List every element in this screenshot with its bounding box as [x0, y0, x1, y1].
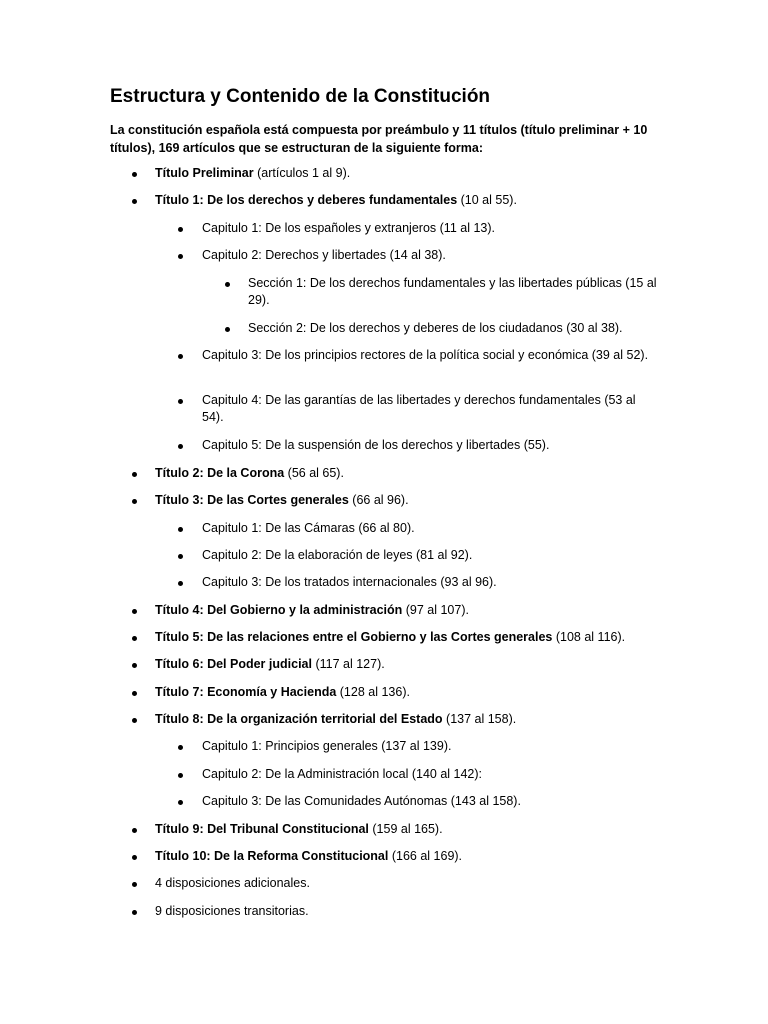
- list-item-heading: Título 9: Del Tribunal Constitucional: [155, 822, 369, 836]
- list-item-detail: Capitulo 2: Derechos y libertades (14 al 38).: [202, 248, 446, 262]
- list-item-detail: (56 al 65).: [284, 466, 344, 480]
- list-item-detail: (166 al 169).: [388, 849, 463, 863]
- bullet-icon: [132, 499, 137, 504]
- list-item: [155, 656, 655, 673]
- list-item-detail: (10 al 55).: [457, 193, 517, 207]
- bullet-icon: [178, 444, 183, 449]
- list-item-text: [248, 321, 623, 335]
- bullet-icon: [132, 199, 137, 204]
- list-item: [155, 903, 655, 920]
- bullet-icon: [178, 554, 183, 559]
- bullet-icon: [132, 663, 137, 668]
- list-item: [202, 347, 657, 364]
- list-item-detail: Capitulo 2: De la Administración local (140 al 142):: [202, 767, 483, 781]
- list-item: [248, 275, 658, 309]
- list-item-detail: (117 al 127).: [311, 657, 385, 671]
- bullet-icon: [225, 282, 230, 287]
- list-item: [155, 602, 655, 619]
- bullet-icon: [132, 172, 137, 177]
- list-item: [202, 574, 657, 591]
- list-item-detail: Capitulo 5: De la suspensión de los derechos y libertades (55).: [202, 438, 550, 452]
- list-item-detail: Capitulo 1: De las Cámaras (66 al 80).: [202, 521, 415, 535]
- list-item: [155, 629, 655, 646]
- list-item-text: [155, 904, 309, 918]
- bullet-icon: [178, 227, 183, 232]
- list-item-text: [248, 276, 657, 307]
- list-item-text: [202, 767, 482, 781]
- list-item-detail: (artículos 1 al 9).: [253, 166, 351, 180]
- list-item: [202, 520, 657, 537]
- list-item-text: [155, 712, 516, 726]
- list-item-text: [155, 822, 443, 836]
- list-item-text: [155, 849, 462, 863]
- list-item-text: [202, 794, 521, 808]
- list-item-text: [155, 466, 344, 480]
- list-item-heading: Título 7: Economía y Hacienda: [155, 685, 337, 699]
- bullet-icon: [132, 828, 137, 833]
- list-item-detail: Capitulo 3: De los principios rectores de la política social y económica (39 al 52).: [202, 348, 649, 362]
- list-item: [202, 247, 657, 264]
- list-item: [155, 711, 655, 728]
- list-item-heading: Título 3: De las Cortes generales: [155, 493, 349, 507]
- list-item-detail: Capitulo 3: De los tratados internacionales (93 al 96).: [202, 575, 497, 589]
- list-item: [155, 465, 655, 482]
- list-item: [155, 821, 655, 838]
- list-item: [155, 492, 655, 509]
- list-item: [202, 392, 657, 426]
- list-item-detail: Sección 2: De los derechos y deberes de los ciudadanos (30 al 38).: [248, 321, 623, 335]
- document-intro: La constitución española está compuesta por preámbulo y 11 títulos (título preliminar + 10 títulos), 169 artículos que se estructuran de la siguiente forma:: [110, 123, 648, 155]
- bullet-icon: [132, 691, 137, 696]
- list-item-text: [155, 166, 350, 180]
- list-item-detail: Capitulo 1: Principios generales (137 al 139).: [202, 739, 452, 753]
- list-item: [202, 793, 657, 810]
- list-item-heading: Título 4: Del Gobierno y la administración: [155, 603, 403, 617]
- list-item-detail: (159 al 165).: [368, 822, 443, 836]
- document-title: Estructura y Contenido de la Constitución: [110, 86, 491, 107]
- list-item-detail: (108 al 116).: [552, 630, 626, 644]
- list-item-heading: Título 8: De la organización territorial del Estado: [155, 712, 443, 726]
- list-item-detail: Capitulo 3: De las Comunidades Autónomas (143 al 158).: [202, 794, 521, 808]
- list-item: [155, 684, 655, 701]
- list-item-text: [155, 657, 385, 671]
- list-item-text: [202, 348, 648, 362]
- bullet-icon: [178, 354, 183, 359]
- list-item: [202, 738, 657, 755]
- list-item-detail: Capitulo 1: De los españoles y extranjeros (11 al 13).: [202, 221, 495, 235]
- list-item: [155, 192, 655, 209]
- list-item-heading: Título 10: De la Reforma Constitucional: [155, 849, 389, 863]
- list-item-text: [202, 393, 636, 424]
- list-item-detail: Capitulo 4: De las garantías de las libertades y derechos fundamentales (53 al 54).: [202, 393, 636, 424]
- bullet-icon: [178, 581, 183, 586]
- list-item-detail: 9 disposiciones transitorias.: [155, 904, 309, 918]
- list-item-detail: Capitulo 2: De la elaboración de leyes (81 al 92).: [202, 548, 473, 562]
- list-item-text: [202, 438, 549, 452]
- list-item-text: [155, 685, 410, 699]
- list-item-detail: (97 al 107).: [402, 603, 469, 617]
- list-item: [202, 547, 657, 564]
- list-item-text: [155, 630, 625, 644]
- list-item-text: [202, 739, 451, 753]
- list-item: [155, 875, 655, 892]
- bullet-icon: [178, 800, 183, 805]
- bullet-icon: [132, 882, 137, 887]
- list-item-text: [155, 603, 469, 617]
- bullet-icon: [178, 773, 183, 778]
- bullet-icon: [132, 718, 137, 723]
- list-item-text: [202, 221, 495, 235]
- bullet-icon: [178, 399, 183, 404]
- list-item-text: [155, 193, 517, 207]
- bullet-icon: [132, 636, 137, 641]
- list-item: [155, 848, 655, 865]
- list-item-text: [202, 548, 472, 562]
- list-item-heading: Título 5: De las relaciones entre el Gobierno y las Cortes generales: [155, 630, 553, 644]
- list-item-text: [155, 493, 409, 507]
- bullet-icon: [178, 745, 183, 750]
- list-item-heading: Título 2: De la Corona: [155, 466, 285, 480]
- list-item-detail: (128 al 136).: [336, 685, 410, 699]
- list-item-text: [202, 248, 446, 262]
- list-item-text: [202, 575, 497, 589]
- list-item-detail: (66 al 96).: [348, 493, 409, 507]
- bullet-icon: [132, 472, 137, 477]
- list-item-text: [202, 521, 415, 535]
- list-item-heading: Título 6: Del Poder judicial: [155, 657, 312, 671]
- list-item: [202, 766, 657, 783]
- list-item-detail: (137 al 158).: [442, 712, 517, 726]
- bullet-icon: [225, 327, 230, 332]
- list-item-detail: 4 disposiciones adicionales.: [155, 876, 310, 890]
- bullet-icon: [132, 855, 137, 860]
- list-item-heading: Título 1: De los derechos y deberes fundamentales: [155, 193, 458, 207]
- list-item: [155, 165, 655, 182]
- list-item-text: [155, 876, 310, 890]
- list-item: [202, 437, 657, 454]
- list-item: [202, 220, 657, 237]
- bullet-icon: [178, 527, 183, 532]
- list-item: [248, 320, 658, 337]
- bullet-icon: [178, 254, 183, 259]
- list-item-heading: Título Preliminar: [155, 166, 254, 180]
- bullet-icon: [132, 609, 137, 614]
- bullet-icon: [132, 910, 137, 915]
- list-item-detail: Sección 1: De los derechos fundamentales y las libertades públicas (15 al 29).: [248, 276, 657, 307]
